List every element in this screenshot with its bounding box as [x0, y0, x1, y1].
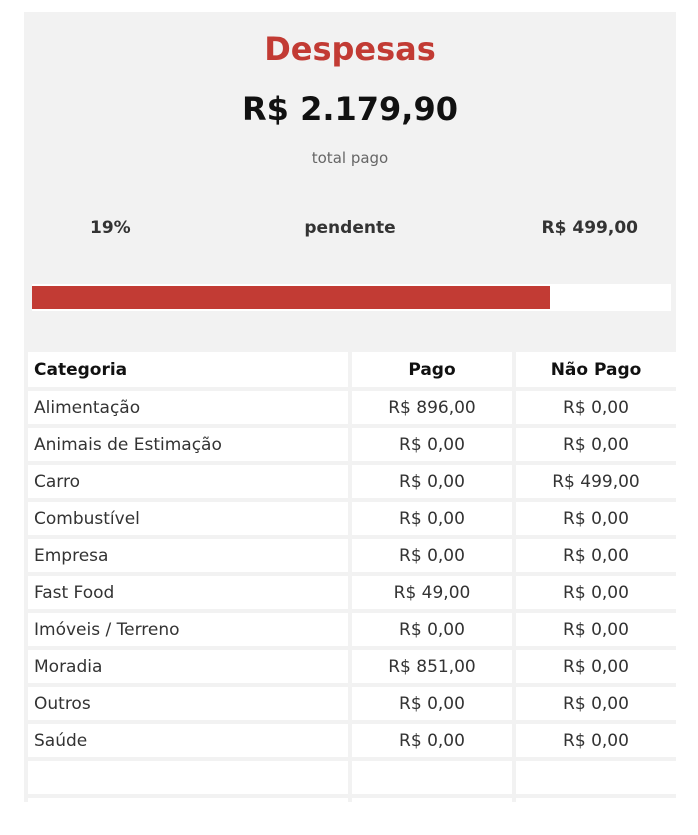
paid-cell: R$ 0,00 — [352, 613, 512, 646]
unpaid-cell: R$ 0,00 — [516, 391, 676, 424]
unpaid-cell: R$ 0,00 — [516, 687, 676, 720]
category-cell: Combustível — [28, 502, 348, 535]
unpaid-cell: R$ 499,00 — [516, 465, 676, 498]
pending-percent: 19% — [90, 218, 131, 238]
category-cell — [28, 761, 348, 794]
table-header-row — [28, 352, 676, 387]
expenses-card — [24, 12, 676, 802]
unpaid-cell: R$ 0,00 — [516, 502, 676, 535]
category-cell: Carro — [28, 465, 348, 498]
pending-amount: R$ 499,00 — [541, 218, 638, 238]
paid-cell: R$ 0,00 — [352, 687, 512, 720]
category-cell: Empresa — [28, 539, 348, 572]
category-cell: Imóveis / Terreno — [28, 613, 348, 646]
category-cell: Fast Food — [28, 576, 348, 609]
paid-cell: R$ 49,00 — [352, 576, 512, 609]
paid-cell: R$ 896,00 — [352, 391, 512, 424]
category-cell: Alimentação — [28, 391, 348, 424]
column-header-unpaid: Não Pago — [516, 352, 676, 387]
table-row — [28, 650, 676, 683]
table-row — [28, 724, 676, 757]
progress-bar-fill — [32, 286, 550, 309]
category-table — [24, 348, 680, 835]
table-row — [28, 687, 676, 720]
unpaid-cell: R$ 0,00 — [516, 576, 676, 609]
unpaid-cell: R$ 0,00 — [516, 650, 676, 683]
progress-bar — [32, 284, 671, 311]
category-cell: Outros — [28, 687, 348, 720]
paid-cell — [352, 798, 512, 831]
table-row — [28, 761, 676, 794]
paid-cell: R$ 0,00 — [352, 502, 512, 535]
category-cell: Moradia — [28, 650, 348, 683]
total-paid-caption: total pago — [311, 149, 389, 167]
table-row — [28, 465, 676, 498]
table-row — [28, 798, 676, 831]
paid-cell: R$ 0,00 — [352, 428, 512, 461]
category-cell — [28, 798, 348, 831]
unpaid-cell: R$ 0,00 — [516, 724, 676, 757]
paid-cell: R$ 0,00 — [352, 724, 512, 757]
table-row — [28, 613, 676, 646]
table-row — [28, 428, 676, 461]
unpaid-cell — [516, 798, 676, 831]
unpaid-cell: R$ 0,00 — [516, 613, 676, 646]
category-cell: Saúde — [28, 724, 348, 757]
unpaid-cell: R$ 0,00 — [516, 428, 676, 461]
column-header-category: Categoria — [28, 352, 348, 387]
column-header-paid: Pago — [352, 352, 512, 387]
pending-label: pendente — [304, 218, 396, 238]
pending-summary — [24, 218, 676, 240]
page-title: Despesas — [264, 30, 436, 68]
category-cell: Animais de Estimação — [28, 428, 348, 461]
table-row — [28, 391, 676, 424]
total-paid-amount: R$ 2.179,90 — [242, 90, 458, 128]
unpaid-cell — [516, 761, 676, 794]
paid-cell: R$ 0,00 — [352, 539, 512, 572]
paid-cell: R$ 851,00 — [352, 650, 512, 683]
table-body — [28, 391, 676, 831]
table-row — [28, 539, 676, 572]
table-row — [28, 502, 676, 535]
table-row — [28, 576, 676, 609]
unpaid-cell: R$ 0,00 — [516, 539, 676, 572]
paid-cell: R$ 0,00 — [352, 465, 512, 498]
paid-cell — [352, 761, 512, 794]
